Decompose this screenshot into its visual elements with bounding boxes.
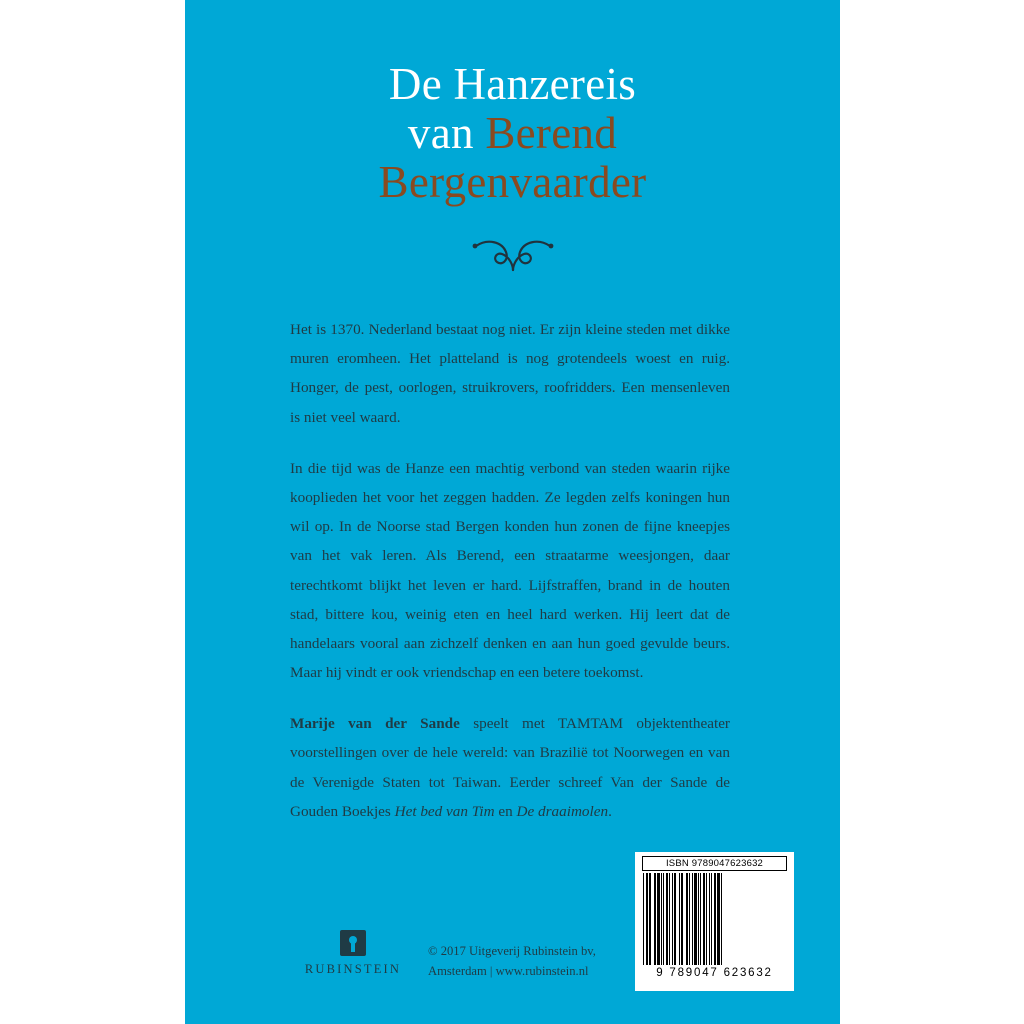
copyright-line-1: © 2017 Uitgeverij Rubinstein bv, [428,944,596,958]
blurb-paragraph-1: Het is 1370. Nederland bestaat nog niet. Er zijn kleine steden met dikke muren eromheen. Het platteland is nog grotendeels woest en ruig. Honger, de pest, oorlogen, struikrovers, roofridders. Een mensenleven is niet veel waard. [290,321,730,426]
title-line-2 [185,108,840,160]
flourish-ornament [185,232,840,277]
cover-panel [185,0,840,1024]
barcode [635,852,794,991]
isbn-label: ISBN 9789047623632 [642,856,787,871]
author-bio-text-3: . [608,802,612,820]
title-line-2-white: van [407,108,486,158]
copyright-block [428,942,643,981]
book-title [185,59,840,207]
copyright-line-2: Amsterdam | www.rubinstein.nl [428,963,589,978]
blurb-text [290,315,730,826]
author-bio-text-2: en [494,802,517,820]
barcode-digits: 9 789047 623632 [656,967,773,979]
logo-stem [351,942,355,952]
author-bio-paragraph [290,709,730,826]
book-title-italic-2: De draaimolen [516,802,609,820]
book-title-italic-1: Het bed van Tim [394,802,495,820]
author-bio-text-1: speelt met TAMTAM objektentheater voorstellingen over de hele wereld: van Brazilië tot Noorwegen en van de Verenigde Staten tot Taiwan. Eerder schreef Van der Sande de Gouden Boekjes [290,715,730,820]
blurb-paragraph-2: In die tijd was de Hanze een machtig verbond van steden waarin rijke kooplieden het voor het zeggen hadden. Ze legden zelfs koningen hun wil op. In de Noorse stad Bergen konden hun zonen de fijne kneepjes van het vak leren. Als Berend, een straatarme weesjongen, daar terechtkomt blijkt het leven er hard. Lijfstraffen, brand in de houten stad, bittere kou, weinig eten en heel hard werken. Hij leert dat de handelaars vooral aan zichzelf denken en aan hun goed gevulde beurs. Maar hij vindt er ook vriendschap en een betere toekomst. [290,459,730,682]
title-line-2-brown: Berend [485,108,618,158]
author-name: Marije van der Sande [290,715,460,733]
publisher-name: RUBINSTEIN [304,962,402,976]
barcode-bars [643,873,786,965]
title-line-3: Bergenvaarder [378,157,647,207]
publisher-block [293,930,413,977]
title-line-1: De Hanzereis [388,59,637,109]
rubinstein-logo-icon [340,930,366,956]
